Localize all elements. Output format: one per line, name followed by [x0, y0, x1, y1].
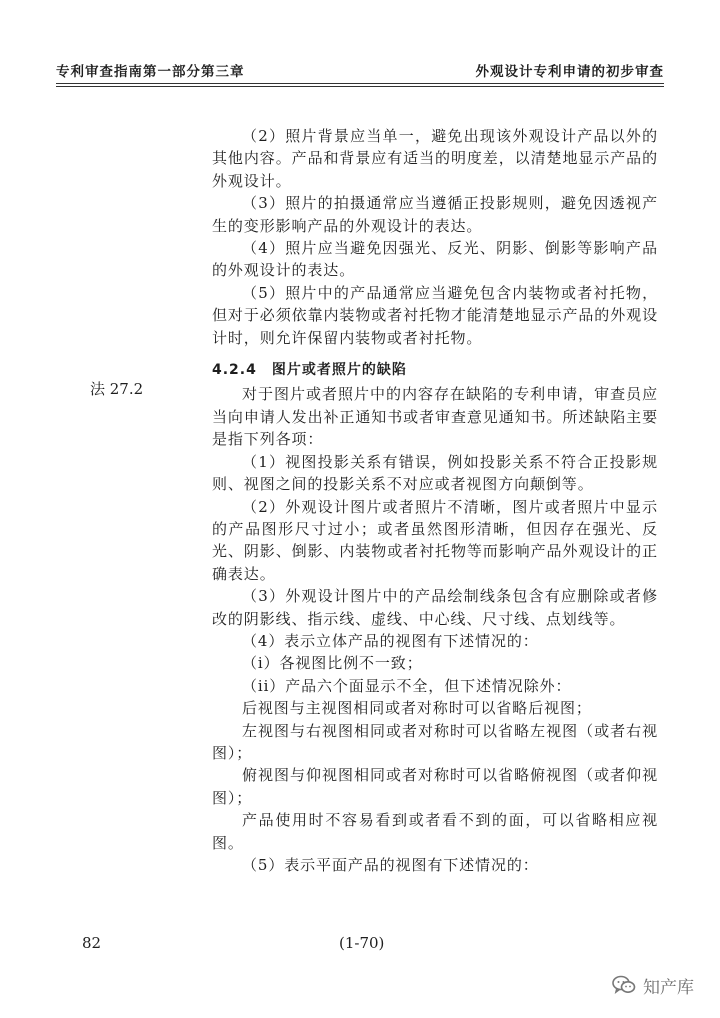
- header-rule-top: [56, 83, 664, 84]
- paragraph: 左视图与右视图相同或者对称时可以省略左视图（或者右视图）；: [212, 721, 658, 762]
- paragraph: （i）各视图比例不一致；: [242, 654, 423, 673]
- page-reference: (1-70): [339, 934, 385, 952]
- watermark: [611, 972, 694, 998]
- paragraph: （5）照片中的产品通常应当避免包含内装物或者衬托物，但对于必须依靠内装物或者衬托物才能清楚地显示产品的外观设计时，则允许保留内装物或者衬托物。: [212, 283, 658, 347]
- paragraph: （4）照片应当避免因强光、反光、阴影、倒影等影响产品的外观设计的表达。: [212, 239, 658, 280]
- paragraph: （4）表示立体产品的视图有下述情况的：: [242, 631, 539, 650]
- watermark-text: 知产库: [643, 977, 694, 998]
- paragraph: （5）表示平面产品的视图有下述情况的：: [242, 856, 539, 874]
- paragraph: 对于图片或者照片中的内容存在缺陷的专利申请，审查员应当向申请人发出补正通知书或者审查意见通知书。所述缺陷主要是指下列各项：: [212, 385, 658, 449]
- page-number: 82: [82, 934, 102, 952]
- paragraph: 后视图与主视图相同或者对称时可以省略后视图；: [242, 699, 592, 718]
- section-heading: 4.2.4 图片或者照片的缺陷: [212, 362, 407, 379]
- running-header-left: 专利审查指南第一部分第三章: [56, 64, 245, 80]
- wechat-icon: [611, 972, 637, 998]
- paragraph: 产品使用时不容易看到或者看不到的面，可以省略相应视图。: [212, 811, 658, 852]
- margin-note-law-article: 法 27.2: [90, 380, 144, 398]
- paragraph: （1）视图投影关系有错误，例如投影关系不符合正投影规则、视图之间的投影关系不对应或者视图方向颠倒等。: [212, 452, 658, 494]
- paragraph: （3）外观设计图片中的产品绘制线条包含有应删除或者修改的阴影线、指示线、虚线、中心线、尺寸线、点划线等。: [212, 587, 658, 628]
- paragraph: 俯视图与仰视图相同或者对称时可以省略俯视图（或者仰视图）；: [212, 766, 658, 807]
- running-header-right: 外观设计专利申请的初步审查: [475, 64, 664, 80]
- paragraph: （2）外观设计图片或者照片不清晰，图片或者照片中显示的产品图形尺寸过小；或者虽然图形清晰，但因存在强光、反光、阴影、倒影、内装物或者衬托物等而影响产品外观设计的正确表达。: [212, 497, 658, 583]
- header-rule-bottom: [56, 86, 664, 87]
- body-text: [212, 125, 658, 876]
- paragraph: （3）照片的拍摄通常应当遵循正投影规则，避免因透视产生的变形影响产品的外观设计的表达。: [212, 194, 658, 235]
- paragraph: （ii）产品六个面显示不全，但下述情况除外：: [242, 676, 572, 695]
- paragraph: （2）照片背景应当单一，避免出现该外观设计产品以外的其他内容。产品和背景应有适当的明度差，以清楚地显示产品的外观设计。: [212, 127, 658, 190]
